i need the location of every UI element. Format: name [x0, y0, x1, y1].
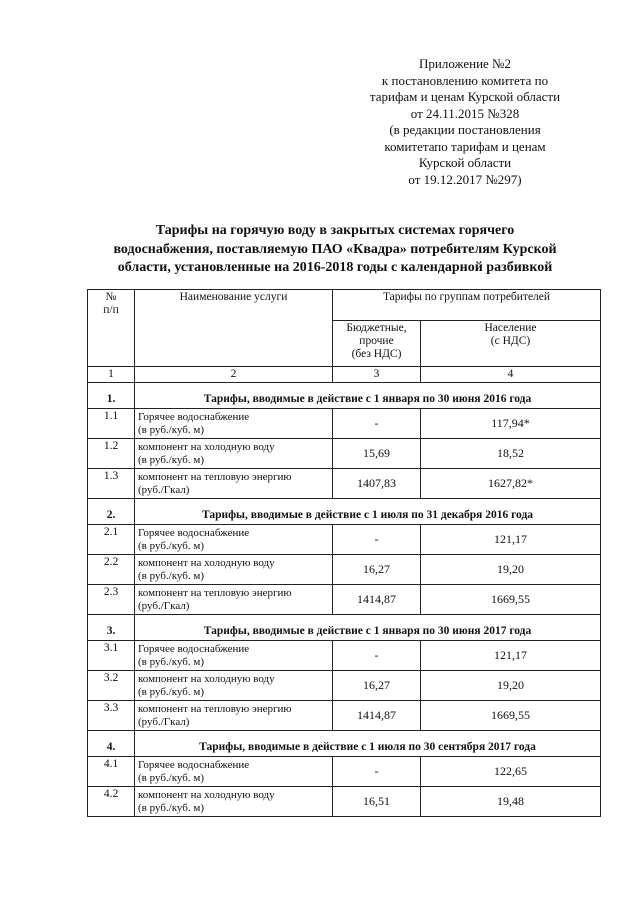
section-header-row [88, 615, 601, 641]
table-row [88, 641, 601, 671]
section-title: Тарифы, вводимые в действие с 1 января по 30 июня 2017 года [135, 615, 601, 641]
budget-tariff: - [333, 757, 421, 787]
budget-tariff: - [333, 641, 421, 671]
budget-tariff: 16,51 [333, 787, 421, 817]
service-name-line2: (в руб./куб. м) [138, 685, 204, 698]
header-population-line1: Население [484, 322, 537, 334]
budget-tariff: 16,27 [333, 671, 421, 701]
appendix-line: от 24.11.2015 №328 [410, 105, 520, 121]
table-row [88, 787, 601, 817]
row-number: 2.3 [88, 585, 135, 615]
row-number: 1.2 [88, 439, 135, 469]
service-name-line1: Горячее водоснабжение [138, 410, 250, 423]
title-line: водоснабжения, поставляемую ПАО «Квадра» потребителям Курской [113, 241, 557, 257]
col-number: 2 [135, 367, 333, 383]
service-name-line1: Горячее водоснабжение [138, 526, 250, 539]
population-tariff: 121,17 [421, 525, 601, 555]
service-name [135, 671, 333, 701]
service-name [135, 757, 333, 787]
row-number: 3.3 [88, 701, 135, 731]
table-row [88, 439, 601, 469]
row-number: 3.1 [88, 641, 135, 671]
service-name [135, 525, 333, 555]
table-row [88, 409, 601, 439]
service-name-line1: компонент на тепловую энергию [138, 702, 292, 715]
service-name-line2: (руб./Гкал) [138, 483, 190, 496]
header-budget-line1: Бюджетные, [346, 322, 407, 334]
population-tariff: 1627,82* [421, 469, 601, 499]
row-number: 4.1 [88, 757, 135, 787]
service-name-line1: компонент на тепловую энергию [138, 586, 292, 599]
service-name-line2: (в руб./куб. м) [138, 539, 204, 552]
service-name-line1: компонент на холодную воду [138, 672, 275, 685]
row-number: 2.2 [88, 555, 135, 585]
table-row [88, 585, 601, 615]
population-tariff: 1669,55 [421, 701, 601, 731]
budget-tariff: 15,69 [333, 439, 421, 469]
header-num-line2: п/п [103, 304, 119, 316]
header-num-cell [88, 290, 135, 367]
budget-tariff: - [333, 525, 421, 555]
document-title [90, 222, 580, 278]
appendix-line: Курской области [418, 155, 512, 170]
header-budget-cell [333, 321, 421, 367]
header-num-line1: № [105, 291, 117, 303]
service-name [135, 469, 333, 499]
service-name-line2: (в руб./куб. м) [138, 801, 204, 814]
appendix-line: к постановлению комитета по [381, 72, 549, 88]
service-name-line2: (в руб./куб. м) [138, 423, 204, 436]
section-header-row [88, 499, 601, 525]
title-line: Тарифы на горячую воду в закрытых системах горячего [155, 223, 515, 238]
tariff-table [87, 289, 601, 817]
population-tariff: 18,52 [421, 439, 601, 469]
section-number: 4. [88, 731, 135, 757]
appendix-line: от 19.12.2017 №297) [408, 171, 522, 187]
population-tariff: 121,17 [421, 641, 601, 671]
service-name-line2: (руб./Гкал) [138, 715, 190, 728]
service-name-line2: (в руб./куб. м) [138, 569, 204, 582]
service-name-line1: компонент на холодную воду [138, 556, 275, 569]
section-title: Тарифы, вводимые в действие с 1 июля по 30 сентября 2017 года [135, 731, 601, 757]
section-header-row [88, 383, 601, 409]
row-number: 4.2 [88, 787, 135, 817]
service-name-line1: Горячее водоснабжение [138, 758, 250, 771]
service-name-line1: Горячее водоснабжение [138, 642, 250, 655]
section-title: Тарифы, вводимые в действие с 1 июля по 31 декабря 2016 года [135, 499, 601, 525]
header-service: Наименование услуги [135, 290, 333, 367]
section-number: 2. [88, 499, 135, 525]
population-tariff: 122,65 [421, 757, 601, 787]
service-name-line1: компонент на холодную воду [138, 440, 275, 453]
row-number: 2.1 [88, 525, 135, 555]
service-name [135, 641, 333, 671]
col-number: 4 [421, 367, 601, 383]
section-title: Тарифы, вводимые в действие с 1 января по 30 июня 2016 года [135, 383, 601, 409]
service-name [135, 701, 333, 731]
service-name-line2: (в руб./куб. м) [138, 771, 204, 784]
population-tariff: 117,94* [421, 409, 601, 439]
title-line: области, установленные на 2016-2018 годы с календарной разбивкой [117, 260, 553, 275]
appendix-line: (в редакции постановления [389, 122, 541, 137]
col-number: 3 [333, 367, 421, 383]
service-name-line2: (в руб./куб. м) [138, 655, 204, 668]
header-population-line2: (с НДС) [490, 335, 531, 347]
budget-tariff: 1414,87 [333, 585, 421, 615]
service-name [135, 439, 333, 469]
population-tariff: 19,20 [421, 671, 601, 701]
service-name [135, 409, 333, 439]
section-header-row [88, 731, 601, 757]
appendix-block [340, 56, 590, 188]
table-row [88, 525, 601, 555]
service-name [135, 585, 333, 615]
budget-tariff: - [333, 409, 421, 439]
row-number: 3.2 [88, 671, 135, 701]
budget-tariff: 1407,83 [333, 469, 421, 499]
section-number: 3. [88, 615, 135, 641]
table-row [88, 701, 601, 731]
service-name [135, 787, 333, 817]
budget-tariff: 16,27 [333, 555, 421, 585]
row-number: 1.3 [88, 469, 135, 499]
section-number: 1. [88, 383, 135, 409]
header-population-cell [421, 321, 601, 367]
service-name-line1: компонент на холодную воду [138, 788, 275, 801]
header-budget-line2: прочие [359, 335, 394, 347]
table-row [88, 757, 601, 787]
header-budget-line3: (без НДС) [351, 348, 402, 360]
col-number: 1 [88, 367, 135, 383]
population-tariff: 1669,55 [421, 585, 601, 615]
service-name [135, 555, 333, 585]
table-row [88, 469, 601, 499]
row-number: 1.1 [88, 409, 135, 439]
service-name-line2: (в руб./куб. м) [138, 453, 204, 466]
appendix-line: тарифам и ценам Курской области [369, 89, 561, 104]
appendix-line: комитетапо тарифам и ценам [384, 138, 546, 154]
table-row [88, 555, 601, 585]
appendix-line: Приложение №2 [419, 56, 511, 71]
header-tariffs-group: Тарифы по группам потребителей [333, 290, 601, 321]
population-tariff: 19,48 [421, 787, 601, 817]
population-tariff: 19,20 [421, 555, 601, 585]
table-row [88, 671, 601, 701]
service-name-line2: (руб./Гкал) [138, 599, 190, 612]
budget-tariff: 1414,87 [333, 701, 421, 731]
service-name-line1: компонент на тепловую энергию [138, 470, 292, 483]
